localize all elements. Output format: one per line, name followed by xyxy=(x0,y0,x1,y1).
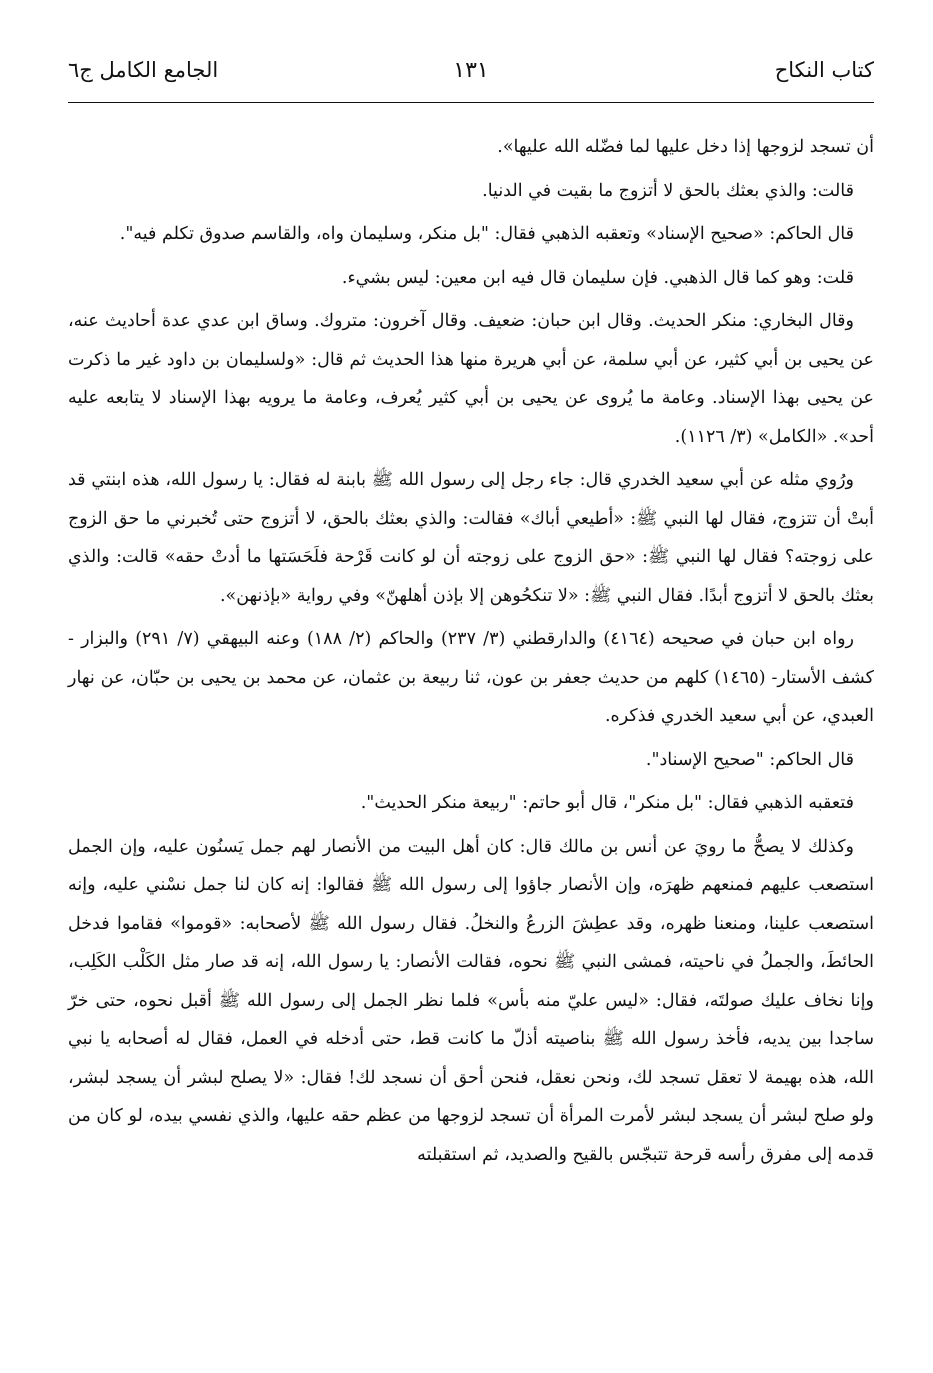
paragraph: قال الحاكم: "صحيح الإسناد". xyxy=(645,749,854,770)
paragraph: قالت: والذي بعثك بالحق لا أتزوج ما بقيت في الدنيا. xyxy=(482,180,854,201)
book-page xyxy=(68,52,874,1179)
body-text xyxy=(68,128,874,1174)
paragraph: قال الحاكم: «صحيح الإسناد» وتعقبه الذهبي فقال: "بل منكر، وسليمان واه، والقاسم صدوق تكلم فيه". xyxy=(119,224,854,244)
paragraph: وكذلك لا يصحُّ ما رويَ عن أنس بن مالك قال: كان أهل البيت من الأنصار لهم جمل يَسنُون عليه، وإن الجمل استصعب عليهم فمنعهم ظهرَه، وإن الأنصار جاؤوا إلى رسول الله ﷺ فقالوا: إنه كان لنا جمل نسْني عليه، وإنه استصعب علينا، ومنعنا ظهره، وقد عطِشَ الزرعُ والنخلُ. فقال رسول الله ﷺ لأصحابه: «قوموا» فقاموا فدخل الحائطَ، والجملُ في ناحيته، فمشى النبي ﷺ نحوه، فقالت الأنصار: يا رسول الله، إنه قد صار مثل الكَلْب الكَلِب، وإنا نخاف عليك صولتَه، فقال: «ليس عليّ منه بأس» فلما نظر الجمل إلى رسول الله ﷺ أقبل نحوه، حتى خرّ ساجدا بين يديه، فأخذ رسول الله ﷺ بناصيته أذلّ ما كانت قط، حتى أدخله في العمل، فقال له أصحابه يا نبي الله، هذه بهيمة لا تعقل تسجد لك، ونحن نعقل، فنحن أحق أن نسجد لك! فقال: «لا يصلح لبشر أن يسجد لبشر، ولو صلح لبشر أن يسجد لبشر لأمرت المرأة أن تسجد لزوجها من عظم حقه عليها، والذي نفسي بيده، لو كان من قدمه إلى مفرق رأسه قرحة تتبجّس بالقيح والصديد، ثم استقبلته xyxy=(68,836,874,1165)
paragraph: رواه ابن حبان في صحيحه (٤١٦٤) والدارقطني (٣/ ٢٣٧) والحاكم (٢/ ١٨٨) وعنه البيهقي (٧/ ٢٩١) والبزار - كشف الأستار- (١٤٦٥) كلهم من حديث جعفر بن عون، ثنا ربيعة بن عثمان، عن محمد بن يحيى بن حبّان، عن نهار العبدي، عن أبي سعيد الخدري فذكره. xyxy=(68,629,874,726)
book-title: كتاب النكاح xyxy=(774,58,874,82)
header-rule xyxy=(68,102,874,103)
volume-title: الجامع الكامل ج٦ xyxy=(68,58,219,82)
page-number: ١٣١ xyxy=(453,58,489,83)
paragraph: ورُوي مثله عن أبي سعيد الخدري قال: جاء رجل إلى رسول الله ﷺ بابنة له فقال: يا رسول الله، هذه ابنتي قد أبتْ أن تتزوج، فقال لها النبي ﷺ: «أطيعي أباك» فقالت: والذي بعثك بالحق، لا أتزوج حتى تُخبرني ما حق الزوج على زوجته؟ فقال لها النبي ﷺ: «حق الزوج على زوجته أن لو كانت قَرْحة فلَحَسَتها ما أدتْ حقه» قالت: والذي بعثك بالحق لا أتزوج أبدًا. فقال النبي ﷺ: «لا تنكحُوهن إلا بإذن أهلهنّ» وفي رواية «بإذنهن». xyxy=(68,470,874,606)
paragraph: وقال البخاري: منكر الحديث. وقال ابن حبان: ضعيف. وقال آخرون: متروك. وساق ابن عدي عدة أحاديث عنه، عن يحيى بن أبي كثير، عن أبي سلمة، عن أبي هريرة منها هذا الحديث ثم قال: «ولسليمان بن داود غير ما ذكرت عن يحيى بهذا الإسناد. وعامة ما يُروى عن يحيى بن أبي كثير يُعرف، وعامة ما يرويه بهذا الإسناد لا يتابعه عليه أحد». «الكامل» (٣/ ١١٢٦). xyxy=(68,311,874,447)
paragraph: قلت: وهو كما قال الذهبي. فإن سليمان قال فيه ابن معين: ليس بشيء. xyxy=(341,267,854,288)
running-header xyxy=(68,52,874,108)
paragraph-continuation: أن تسجد لزوجها إذا دخل عليها لما فضّله الله عليها». xyxy=(497,137,874,157)
paragraph: فتعقبه الذهبي فقال: "بل منكر"، قال أبو حاتم: "ربيعة منكر الحديث". xyxy=(360,793,854,813)
